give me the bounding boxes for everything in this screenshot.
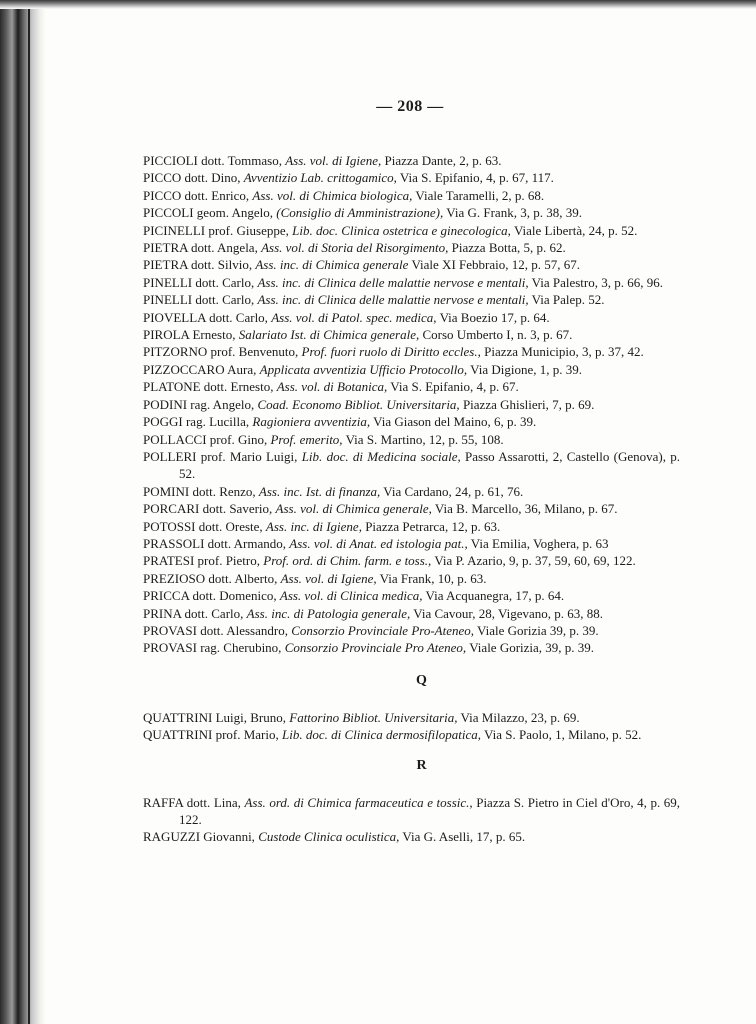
directory-entry: [143, 448, 680, 483]
entry-address-pages: Via S. Epifanio, 4, p. 67, 117.: [399, 170, 554, 186]
page-top-edge: [0, 0, 756, 9]
directory-entry: [143, 605, 680, 622]
section-r-entries: [143, 794, 680, 846]
entry-name: PORCARI dott. Saverio,: [143, 501, 273, 517]
entry-name: PICCIOLI dott. Tommaso,: [143, 153, 282, 168]
entry-role: Ass. vol. di Botanica,: [276, 379, 388, 395]
entry-role: Consorzio Provinciale Pro-Ateneo,: [291, 622, 475, 638]
entry-name: PITZORNO prof. Benvenuto,: [143, 344, 299, 360]
entry-role: Ass. vol. di Igiene,: [280, 570, 377, 586]
entry-address-pages: Via S. Martino, 12, p. 55, 108.: [345, 431, 504, 447]
entry-name: PIROLA Ernesto,: [143, 327, 236, 343]
entry-role: Ass. vol. di Chimica biologica,: [252, 187, 413, 203]
entry-name: POMINI dott. Renzo,: [143, 483, 256, 499]
entry-role: Ass. inc. di Patologia generale,: [246, 605, 411, 621]
entry-role: Ass. vol. di Igiene,: [285, 153, 382, 168]
directory-entry: [143, 726, 680, 743]
section-q-entries: [143, 709, 680, 744]
directory-entry: [143, 291, 680, 308]
directory-entry: [143, 378, 680, 395]
directory-entry: [143, 256, 680, 273]
entry-name: PIETRA dott. Angela,: [143, 240, 258, 256]
entry-address-pages: Viale Taramelli, 2, p. 68.: [415, 187, 545, 203]
entry-address-pages: Piazza Ghislieri, 7, p. 69.: [462, 396, 595, 412]
entry-role: Lib. doc. Clinica ostetrica e ginecologica,: [292, 222, 511, 238]
directory-entry: [143, 587, 680, 604]
entry-role: Ass. vol. di Chimica generale,: [275, 501, 432, 517]
directory-entry: [143, 622, 680, 639]
directory-entry: [143, 274, 680, 291]
entry-address-pages: Piazza Petrarca, 12, p. 63.: [365, 518, 501, 534]
entry-address-pages: Via B. Marcello, 36, Milano, p. 67.: [434, 501, 618, 517]
entry-name: PODINI rag. Angelo,: [143, 396, 255, 412]
entry-address-pages: Piazza S. Pietro in Ciel d'Oro, 4, p. 69, 122.: [179, 794, 681, 827]
entry-role: Ass. vol. di Anat. ed istologia pat.,: [289, 535, 468, 551]
entry-role: Prof. fuori ruolo di Diritto eccles.,: [301, 344, 481, 360]
entry-address-pages: Via P. Azario, 9, p. 37, 59, 60, 69, 122.: [434, 553, 636, 569]
entry-address-pages: Via S. Epifanio, 4, p. 67.: [390, 379, 519, 395]
entry-name: RAFFA dott. Lina,: [143, 794, 241, 810]
entry-role: Ass. ord. di Chimica farmaceutica e tossic.,: [244, 794, 473, 810]
entry-name: RAGUZZI Giovanni,: [143, 829, 255, 845]
entry-address-pages: Via G. Aselli, 17, p. 65.: [402, 829, 526, 845]
entry-role: Custode Clinica oculistica,: [258, 829, 400, 845]
directory-entry: [143, 309, 680, 326]
page-number: — 208 —: [376, 98, 444, 115]
entry-address-pages: Viale XI Febbraio, 12, p. 57, 67.: [411, 257, 580, 273]
directory-entry: [143, 361, 680, 378]
directory-entry: [143, 431, 680, 448]
entry-address-pages: Via Palestro, 3, p. 66, 96.: [531, 274, 663, 290]
entry-role: Ass. vol. di Storia del Risorgimento,: [261, 240, 449, 256]
entry-role: Ass. inc. di Chimica generale: [255, 257, 409, 273]
entry-role: Prof. emerito,: [270, 431, 343, 447]
directory-entry: [143, 239, 680, 256]
entry-address-pages: Piazza Botta, 5, p. 62.: [451, 240, 566, 256]
entry-role: Consorzio Provinciale Pro Ateneo,: [284, 640, 467, 656]
book-spine-shadow: [0, 0, 46, 1024]
entry-role: Fattorino Bibliot. Universitaria,: [289, 709, 458, 725]
entry-name: PICINELLI prof. Giuseppe,: [143, 222, 289, 238]
entry-name: PRICCA dott. Domenico,: [143, 588, 277, 604]
entry-role: (Consiglio di Amministrazione),: [276, 205, 444, 221]
entry-name: POTOSSI dott. Oreste,: [143, 518, 263, 534]
entry-name: PRINA dott. Carlo,: [143, 605, 244, 621]
section-p-entries: [143, 152, 680, 657]
entry-address-pages: Via Milazzo, 23, p. 69.: [460, 709, 580, 725]
entry-role: Ass. vol. di Patol. spec. medica,: [271, 309, 437, 325]
directory-entry: [143, 828, 680, 845]
entry-address-pages: Via Frank, 10, p. 63.: [379, 570, 487, 586]
entry-role: Ass. inc. Ist. di finanza,: [258, 483, 381, 499]
directory-entry: [143, 169, 680, 186]
entry-name: PROVASI dott. Alessandro,: [143, 622, 288, 638]
entry-address-pages: Piazza Dante, 2, p. 63.: [384, 153, 502, 168]
section-letter-q: Q: [416, 672, 427, 688]
directory-entry: [143, 187, 680, 204]
directory-entry: [143, 535, 680, 552]
entry-name: PINELLI dott. Carlo,: [143, 292, 255, 308]
entry-address-pages: Via S. Paolo, 1, Milano, p. 52.: [484, 727, 642, 743]
directory-entry: [143, 222, 680, 239]
entry-role: Ass. inc. di Igiene,: [265, 518, 362, 534]
entry-name: PICCOLI geom. Angelo,: [143, 205, 273, 221]
directory-entry: [143, 709, 680, 726]
directory-entry: [143, 396, 680, 413]
entry-name: POLLACCI prof. Gino,: [143, 431, 268, 447]
directory-entry: [143, 343, 680, 360]
entry-name: PICCO dott. Enrico,: [143, 187, 250, 203]
section-letter-r: R: [416, 757, 427, 773]
directory-entry: [143, 518, 680, 535]
entry-role: Ass. vol. di Clinica medica,: [279, 588, 423, 604]
entry-role: Lib. doc. di Clinica dermosifilopatica,: [282, 727, 481, 743]
directory-entry: [143, 483, 680, 500]
entry-name: PRATESI prof. Pietro,: [143, 553, 260, 569]
entry-name: QUATTRINI Luigi, Bruno,: [143, 709, 286, 725]
directory-entry: [143, 500, 680, 517]
directory-entry: [143, 326, 680, 343]
entry-address-pages: Via G. Frank, 3, p. 38, 39.: [446, 205, 582, 221]
directory-entry: [143, 794, 680, 829]
entry-address-pages: Via Digione, 1, p. 39.: [470, 361, 583, 377]
entry-address-pages: Via Palep. 52.: [531, 292, 605, 308]
entry-address-pages: Viale Libertà, 24, p. 52.: [513, 222, 638, 238]
entry-name: PREZIOSO dott. Alberto,: [143, 570, 278, 586]
entry-address-pages: Via Cavour, 28, Vigevano, p. 63, 88.: [413, 605, 603, 621]
entry-role: Lib. doc. di Medicina sociale,: [301, 448, 461, 464]
entry-name: PICCO dott. Dino,: [143, 170, 241, 186]
entry-name: PLATONE dott. Ernesto,: [143, 379, 274, 395]
entry-address-pages: Via Giason del Maino, 6, p. 39.: [373, 414, 537, 430]
entry-role: Ass. inc. di Clinica delle malattie nervose e mentali,: [257, 292, 529, 308]
entry-name: PROVASI rag. Cherubino,: [143, 640, 282, 656]
entry-address-pages: Passo Assarotti, 2, Castello (Genova), p. 52.: [179, 448, 681, 482]
entry-address-pages: Corso Umberto I, n. 3, p. 67.: [422, 327, 573, 343]
entry-address-pages: Viale Gorizia, 39, p. 39.: [469, 640, 595, 656]
entry-name: PIZZOCCARO Aura,: [143, 361, 257, 377]
entry-address-pages: Via Emilia, Voghera, p. 63: [470, 535, 609, 551]
entry-role: Prof. ord. di Chim. farm. e toss.,: [263, 553, 432, 569]
entry-role: Ass. inc. di Clinica delle malattie nervose e mentali,: [257, 274, 529, 290]
directory-entry: [143, 552, 680, 569]
directory-entry: [143, 570, 680, 587]
entry-role: Avventizio Lab. crittogamico,: [243, 170, 397, 186]
index-entries: [143, 152, 680, 846]
entry-name: PINELLI dott. Carlo,: [143, 274, 255, 290]
entry-role: Salariato Ist. di Chimica generale,: [238, 327, 420, 343]
entry-name: PIOVELLA dott. Carlo,: [143, 309, 268, 325]
directory-entry: [143, 639, 680, 656]
entry-address-pages: Via Boezio 17, p. 64.: [439, 309, 550, 325]
directory-entry: [143, 204, 680, 221]
entry-address-pages: Via Acquanegra, 17, p. 64.: [425, 588, 565, 604]
entry-name: POGGI rag. Lucilla,: [143, 414, 250, 430]
entry-role: Ragioniera avventizia,: [252, 414, 371, 430]
entry-address-pages: Viale Gorizia 39, p. 39.: [477, 622, 599, 638]
entry-address-pages: Piazza Municipio, 3, p. 37, 42.: [484, 344, 644, 360]
entry-name: POLLERI prof. Mario Luigi,: [143, 448, 298, 464]
spine-edge-line: [28, 0, 30, 1024]
entry-role: Applicata avventizia Ufficio Protocollo,: [259, 361, 468, 377]
entry-name: PIETRA dott. Silvio,: [143, 257, 253, 273]
directory-entry: [143, 413, 680, 430]
entry-role: Coad. Economo Bibliot. Universitaria,: [257, 396, 460, 412]
entry-name: PRASSOLI dott. Armando,: [143, 535, 287, 551]
directory-entry: [143, 152, 680, 169]
entry-name: QUATTRINI prof. Mario,: [143, 727, 279, 743]
entry-address-pages: Via Cardano, 24, p. 61, 76.: [383, 483, 524, 499]
